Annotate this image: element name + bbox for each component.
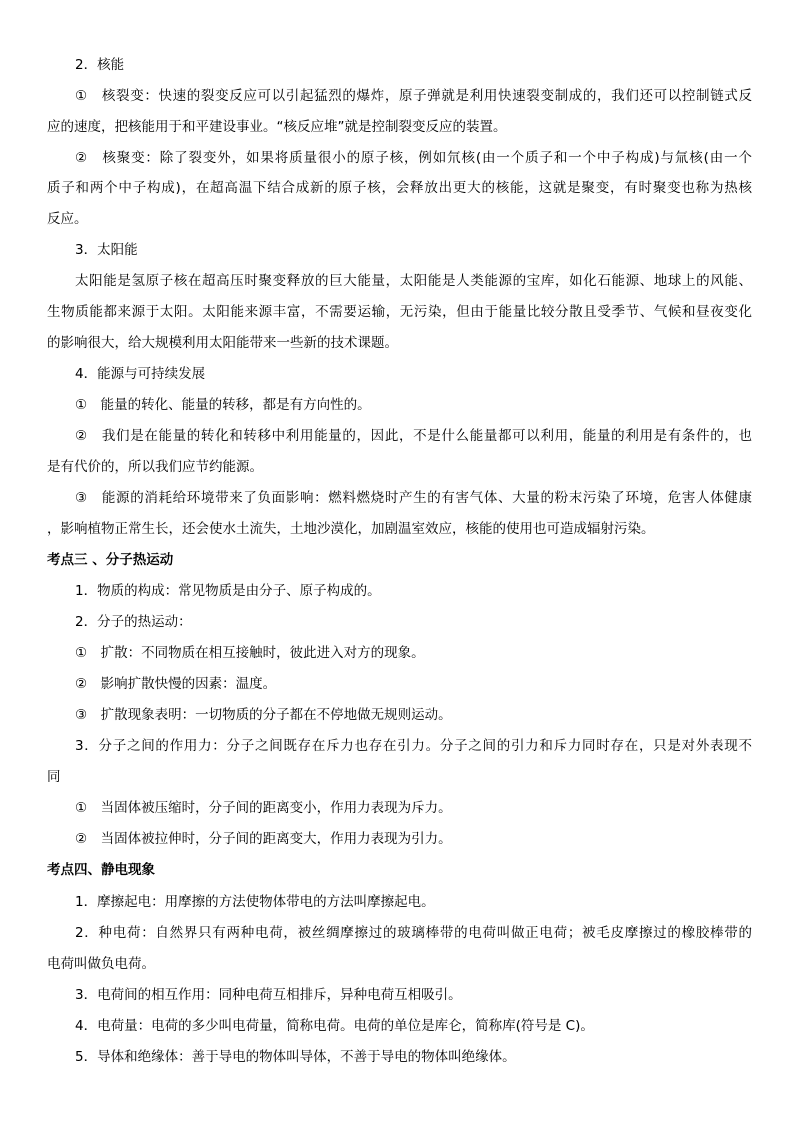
paragraph-line: 4．电荷量：电荷的多少叫电荷量，简称电荷。电荷的单位是库仑，简称库(符号是 C)。 — [75, 1018, 594, 1034]
paragraph-line: ① 能量的转化、能量的转移，都是有方向性的。 — [75, 397, 371, 413]
paragraph-line: ② 影响扩散快慢的因素：温度。 — [75, 676, 277, 692]
paragraph-line: 3．电荷间的相互作用：同种电荷互相排斥，异种电荷互相吸引。 — [75, 987, 462, 1003]
section-title-static-electricity: 考点四、静电现象 — [47, 862, 155, 878]
paragraph-line: 同 — [47, 769, 61, 785]
paragraph-line: ① 扩散：不同物质在相互接触时，彼此进入对方的现象。 — [75, 645, 425, 661]
paragraph-line: ② 当固体被拉伸时，分子间的距离变大，作用力表现为引力。 — [75, 831, 452, 847]
section-title-molecular-motion: 考点三 、分子热运动 — [47, 552, 174, 568]
paragraph-line: ，影响植物正常生长，还会使水土流失，土地沙漠化，加剧温室效应，核能的使用也可造成辐射污染。 — [47, 521, 655, 537]
paragraph-line: 应的速度，把核能用于和平建设事业。“核反应堆”就是控制裂变反应的装置。 — [47, 119, 507, 135]
paragraph-line: 的影响很大，给大规模利用太阳能带来一些新的技术课题。 — [47, 335, 398, 351]
section-heading-nuclear-energy: 2．核能 — [75, 57, 125, 73]
paragraph-line: 1．摩擦起电：用摩擦的方法使物体带电的方法叫摩擦起电。 — [75, 894, 435, 910]
paragraph-line: 3．分子之间的作用力：分子之间既存在斥力也存在引力。分子之间的引力和斥力同时存在，只是对外表现不 — [75, 738, 752, 754]
paragraph-line: 是有代价的，所以我们应节约能源。 — [47, 459, 263, 475]
paragraph-line: 2．分子的热运动： — [75, 614, 192, 630]
section-heading-solar-energy: 3．太阳能 — [75, 242, 138, 258]
paragraph-line: 生物质能都来源于太阳。太阳能来源丰富，不需要运输，无污染，但由于能量比较分散且受季节、气候和昼夜变化 — [47, 304, 752, 320]
paragraph-line: ② 核聚变：除了裂变外，如果将质量很小的原子核，例如氘核(由一个质子和一个中子构成)与氚核(由一个 — [75, 150, 752, 166]
section-heading-sustainable-energy: 4．能源与可持续发展 — [75, 366, 206, 382]
paragraph-line: ③ 扩散现象表明：一切物质的分子都在不停地做无规则运动。 — [75, 707, 452, 723]
paragraph-line: 电荷叫做负电荷。 — [47, 956, 155, 972]
paragraph-line: 5．导体和绝缘体：善于导电的物体叫导体，不善于导电的物体叫绝缘体。 — [75, 1049, 516, 1065]
paragraph-line: 反应。 — [47, 211, 88, 227]
paragraph-line: 太阳能是氢原子核在超高压时聚变释放的巨大能量，太阳能是人类能源的宝库，如化石能源、地球上的风能、 — [75, 273, 752, 289]
paragraph-line: ① 当固体被压缩时，分子间的距离变小，作用力表现为斥力。 — [75, 800, 452, 816]
paragraph-line: ③ 能源的消耗给环境带来了负面影响：燃料燃烧时产生的有害气体、大量的粉末污染了环境，危害人体健康 — [75, 490, 752, 506]
paragraph-line: ① 核裂变：快速的裂变反应可以引起猛烈的爆炸，原子弹就是利用快速裂变制成的，我们还可以控制链式反 — [75, 88, 752, 104]
paragraph-line: ② 我们是在能量的转化和转移中利用能量的，因此，不是什么能量都可以利用，能量的利用是有条件的，也 — [75, 428, 752, 444]
paragraph-line: 1．物质的构成：常见物质是由分子、原子构成的。 — [75, 583, 381, 599]
paragraph-line: 2．种电荷：自然界只有两种电荷，被丝绸摩擦过的玻璃棒带的电荷叫做正电荷；被毛皮摩擦过的橡胶棒带的 — [75, 925, 752, 941]
paragraph-line: 质子和两个中子构成)，在超高温下结合成新的原子核，会释放出更大的核能，这就是聚变，有时聚变也称为热核 — [47, 180, 752, 196]
